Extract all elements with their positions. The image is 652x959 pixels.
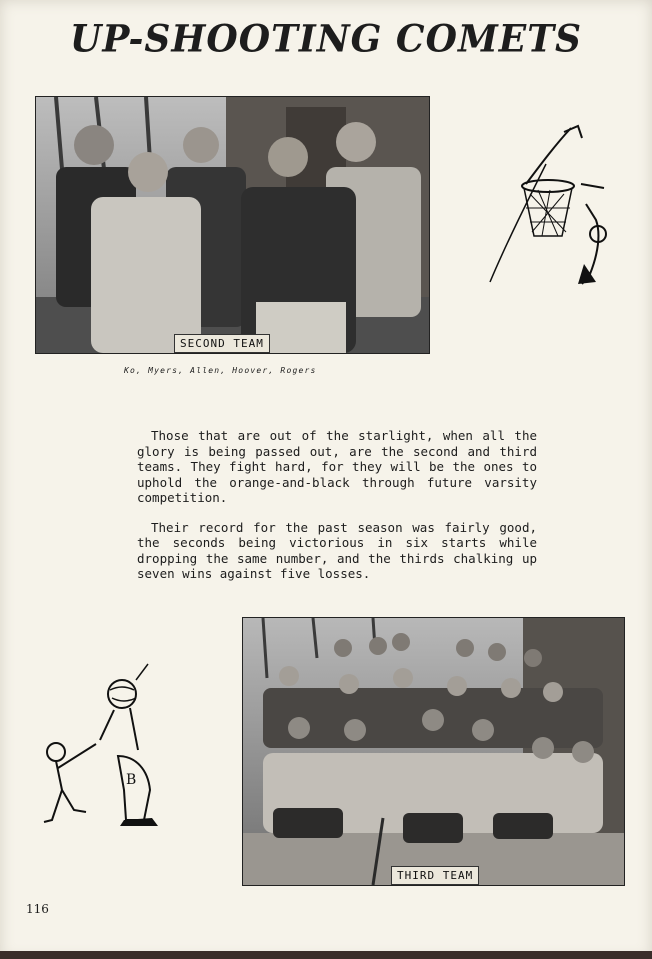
basketball-hoop-cartoon <box>486 124 616 288</box>
page-number: 116 <box>26 902 49 916</box>
article-body <box>137 428 537 582</box>
paragraph-1: Those that are out of the starlight, when all the glory is being passed out, are the second and third teams. They fight hard, for they will be the ones to uphold the orange-and-black through future varsity competition. <box>137 428 537 505</box>
second-team-photo-image <box>36 97 429 353</box>
basketball-players-icon <box>40 660 170 830</box>
svg-text:B: B <box>126 772 137 788</box>
third-team-label: THIRD TEAM <box>391 866 479 885</box>
basketball-players-cartoon <box>40 660 170 830</box>
third-team-photo-image <box>243 618 624 885</box>
paragraph-2: Their record for the past season was fairly good, the seconds being victorious in six starts while dropping the same number, and the thirds chalking up seven wins against five losses. <box>137 519 537 581</box>
page-bottom-band <box>0 951 652 959</box>
second-team-label: SECOND TEAM <box>174 334 270 353</box>
second-team-photo <box>35 96 430 354</box>
basketball-hoop-icon <box>486 124 616 288</box>
third-team-photo <box>242 617 625 886</box>
second-team-caption: Ko, Myers, Allen, Hoover, Rogers <box>124 366 317 375</box>
page-title: UP-SHOOTING COMETS <box>69 16 583 62</box>
